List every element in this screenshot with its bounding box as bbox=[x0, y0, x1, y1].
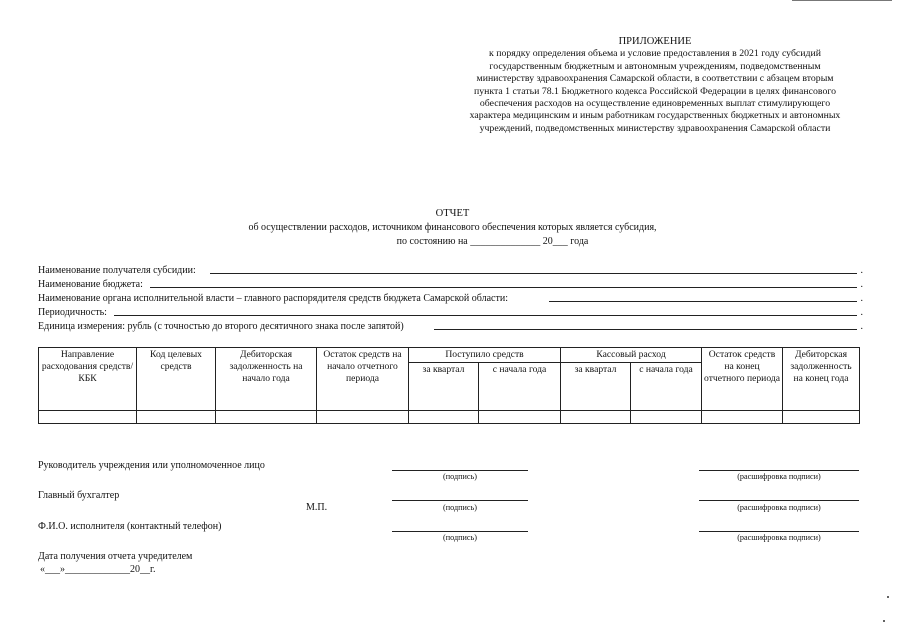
executor-label: Ф.И.О. исполнителя (контактный телефон) bbox=[38, 521, 222, 532]
table-cell[interactable] bbox=[317, 411, 409, 424]
appendix-heading: ПРИЛОЖЕНИЕ bbox=[618, 36, 692, 47]
unit-underline bbox=[434, 329, 857, 330]
unit-field bbox=[38, 321, 863, 332]
table-cell[interactable] bbox=[39, 411, 137, 424]
signature-caption: (подпись) bbox=[443, 503, 477, 512]
group-received-header: Поступило средств bbox=[409, 348, 561, 363]
scan-speck bbox=[883, 620, 885, 622]
cash-year-header: с начала года bbox=[631, 363, 702, 411]
head-signature-line[interactable] bbox=[392, 470, 528, 471]
authority-label: Наименование органа исполнительной власти – главного распорядителя средств бюджета Самарской области: bbox=[38, 293, 508, 304]
date-prefix: по состоянию на bbox=[396, 236, 468, 247]
appendix-line: пункта 1 статьи 78.1 Бюджетного кодекса Российской Федерации в целях финансового bbox=[473, 85, 837, 97]
col-balance-start-header: Остаток средств на начало отчетного периода bbox=[317, 348, 409, 411]
report-table bbox=[38, 347, 860, 424]
receipt-label: Дата получения отчета учредителем bbox=[38, 551, 193, 562]
chief-accountant-label: Главный бухгалтер bbox=[38, 490, 120, 501]
table-cell[interactable] bbox=[561, 411, 631, 424]
period-mark: . bbox=[860, 265, 863, 276]
cash-quarter-header: за квартал bbox=[561, 363, 631, 411]
group-cash-header: Кассовый расход bbox=[561, 348, 702, 363]
period-mark: . bbox=[860, 307, 863, 318]
decode-caption: (расшифровка подписи) bbox=[737, 533, 821, 542]
date-suffix: года bbox=[570, 236, 589, 247]
report-subtitle: об осуществлении расходов, источником финансового обеспечения которых является субсидия, bbox=[248, 222, 657, 233]
signature-caption: (подпись) bbox=[443, 472, 477, 481]
appendix-line: характера медицинским и иным работникам государственных бюджетных и автономных bbox=[469, 110, 841, 122]
appendix-line: обеспечения расходов на осуществление единовременных выплат стимулирующего bbox=[479, 98, 831, 110]
appendix-line: учреждений, подведомственных министерству здравоохранения Самарской области bbox=[479, 122, 831, 134]
budget-underline[interactable] bbox=[150, 287, 857, 288]
received-year-header: с начала года bbox=[479, 363, 561, 411]
decode-caption: (расшифровка подписи) bbox=[737, 503, 821, 512]
date-year: 20___ bbox=[542, 236, 568, 247]
col-direction-header: Направление расходования средств/КБК bbox=[39, 348, 137, 411]
budget-field bbox=[38, 279, 863, 290]
table-cell[interactable] bbox=[137, 411, 216, 424]
budget-label: Наименование бюджета: bbox=[38, 279, 143, 290]
table-cell[interactable] bbox=[783, 411, 860, 424]
period-mark: . bbox=[860, 279, 863, 290]
table-row bbox=[39, 411, 860, 424]
table-cell[interactable] bbox=[631, 411, 702, 424]
table-cell[interactable] bbox=[479, 411, 561, 424]
periodicity-field bbox=[38, 307, 863, 318]
scan-speck bbox=[887, 596, 889, 598]
table-cell[interactable] bbox=[702, 411, 783, 424]
appendix-line: министерству здравоохранения Самарской области, в соответствии с абзацем вторым bbox=[476, 73, 834, 85]
table-cell[interactable] bbox=[409, 411, 479, 424]
received-quarter-header: за квартал bbox=[409, 363, 479, 411]
authority-underline[interactable] bbox=[549, 301, 857, 302]
date-blank: ______________ bbox=[470, 236, 541, 247]
recipient-label: Наименование получателя субсидии: bbox=[38, 265, 196, 276]
col-balance-end-header: Остаток средств на конец отчетного периода bbox=[702, 348, 783, 411]
decode-caption: (расшифровка подписи) bbox=[737, 472, 821, 481]
period-mark: . bbox=[860, 321, 863, 332]
unit-label: Единица измерения: рубль (с точностью до второго десятичного знака после запятой) bbox=[38, 321, 404, 332]
periodicity-underline[interactable] bbox=[114, 315, 857, 316]
head-decode-line[interactable] bbox=[699, 470, 859, 471]
scan-edge-line bbox=[792, 0, 892, 1]
receipt-date-field[interactable]: «___»_____________20__г. bbox=[40, 564, 156, 575]
report-date-line bbox=[40, 236, 905, 247]
executor-signature-line[interactable] bbox=[392, 531, 528, 532]
period-mark: . bbox=[860, 293, 863, 304]
appendix-line: к порядку определения объема и условие предоставления в 2021 году субсидий bbox=[489, 48, 821, 60]
executor-decode-line[interactable] bbox=[699, 531, 859, 532]
head-signatory-label: Руководитель учреждения или уполномоченное лицо bbox=[38, 460, 265, 471]
table-cell[interactable] bbox=[216, 411, 317, 424]
accountant-signature-line[interactable] bbox=[392, 500, 528, 501]
appendix-line: государственным бюджетным и автономным учреждениям, подведомственным bbox=[489, 60, 821, 72]
authority-field bbox=[38, 293, 863, 304]
col-target-code-header: Код целевых средств bbox=[137, 348, 216, 411]
accountant-decode-line[interactable] bbox=[699, 500, 859, 501]
recipient-underline[interactable] bbox=[210, 273, 857, 274]
seal-mark: М.П. bbox=[306, 502, 328, 513]
appendix-block bbox=[440, 36, 870, 135]
periodicity-label: Периодичность: bbox=[38, 307, 107, 318]
report-title: ОТЧЕТ bbox=[435, 208, 470, 219]
col-receivable-start-header: Дебиторская задолженность на начало года bbox=[216, 348, 317, 411]
recipient-field bbox=[38, 265, 863, 276]
col-receivable-end-header: Дебиторская задолженность на конец года bbox=[783, 348, 860, 411]
signature-caption: (подпись) bbox=[443, 533, 477, 542]
